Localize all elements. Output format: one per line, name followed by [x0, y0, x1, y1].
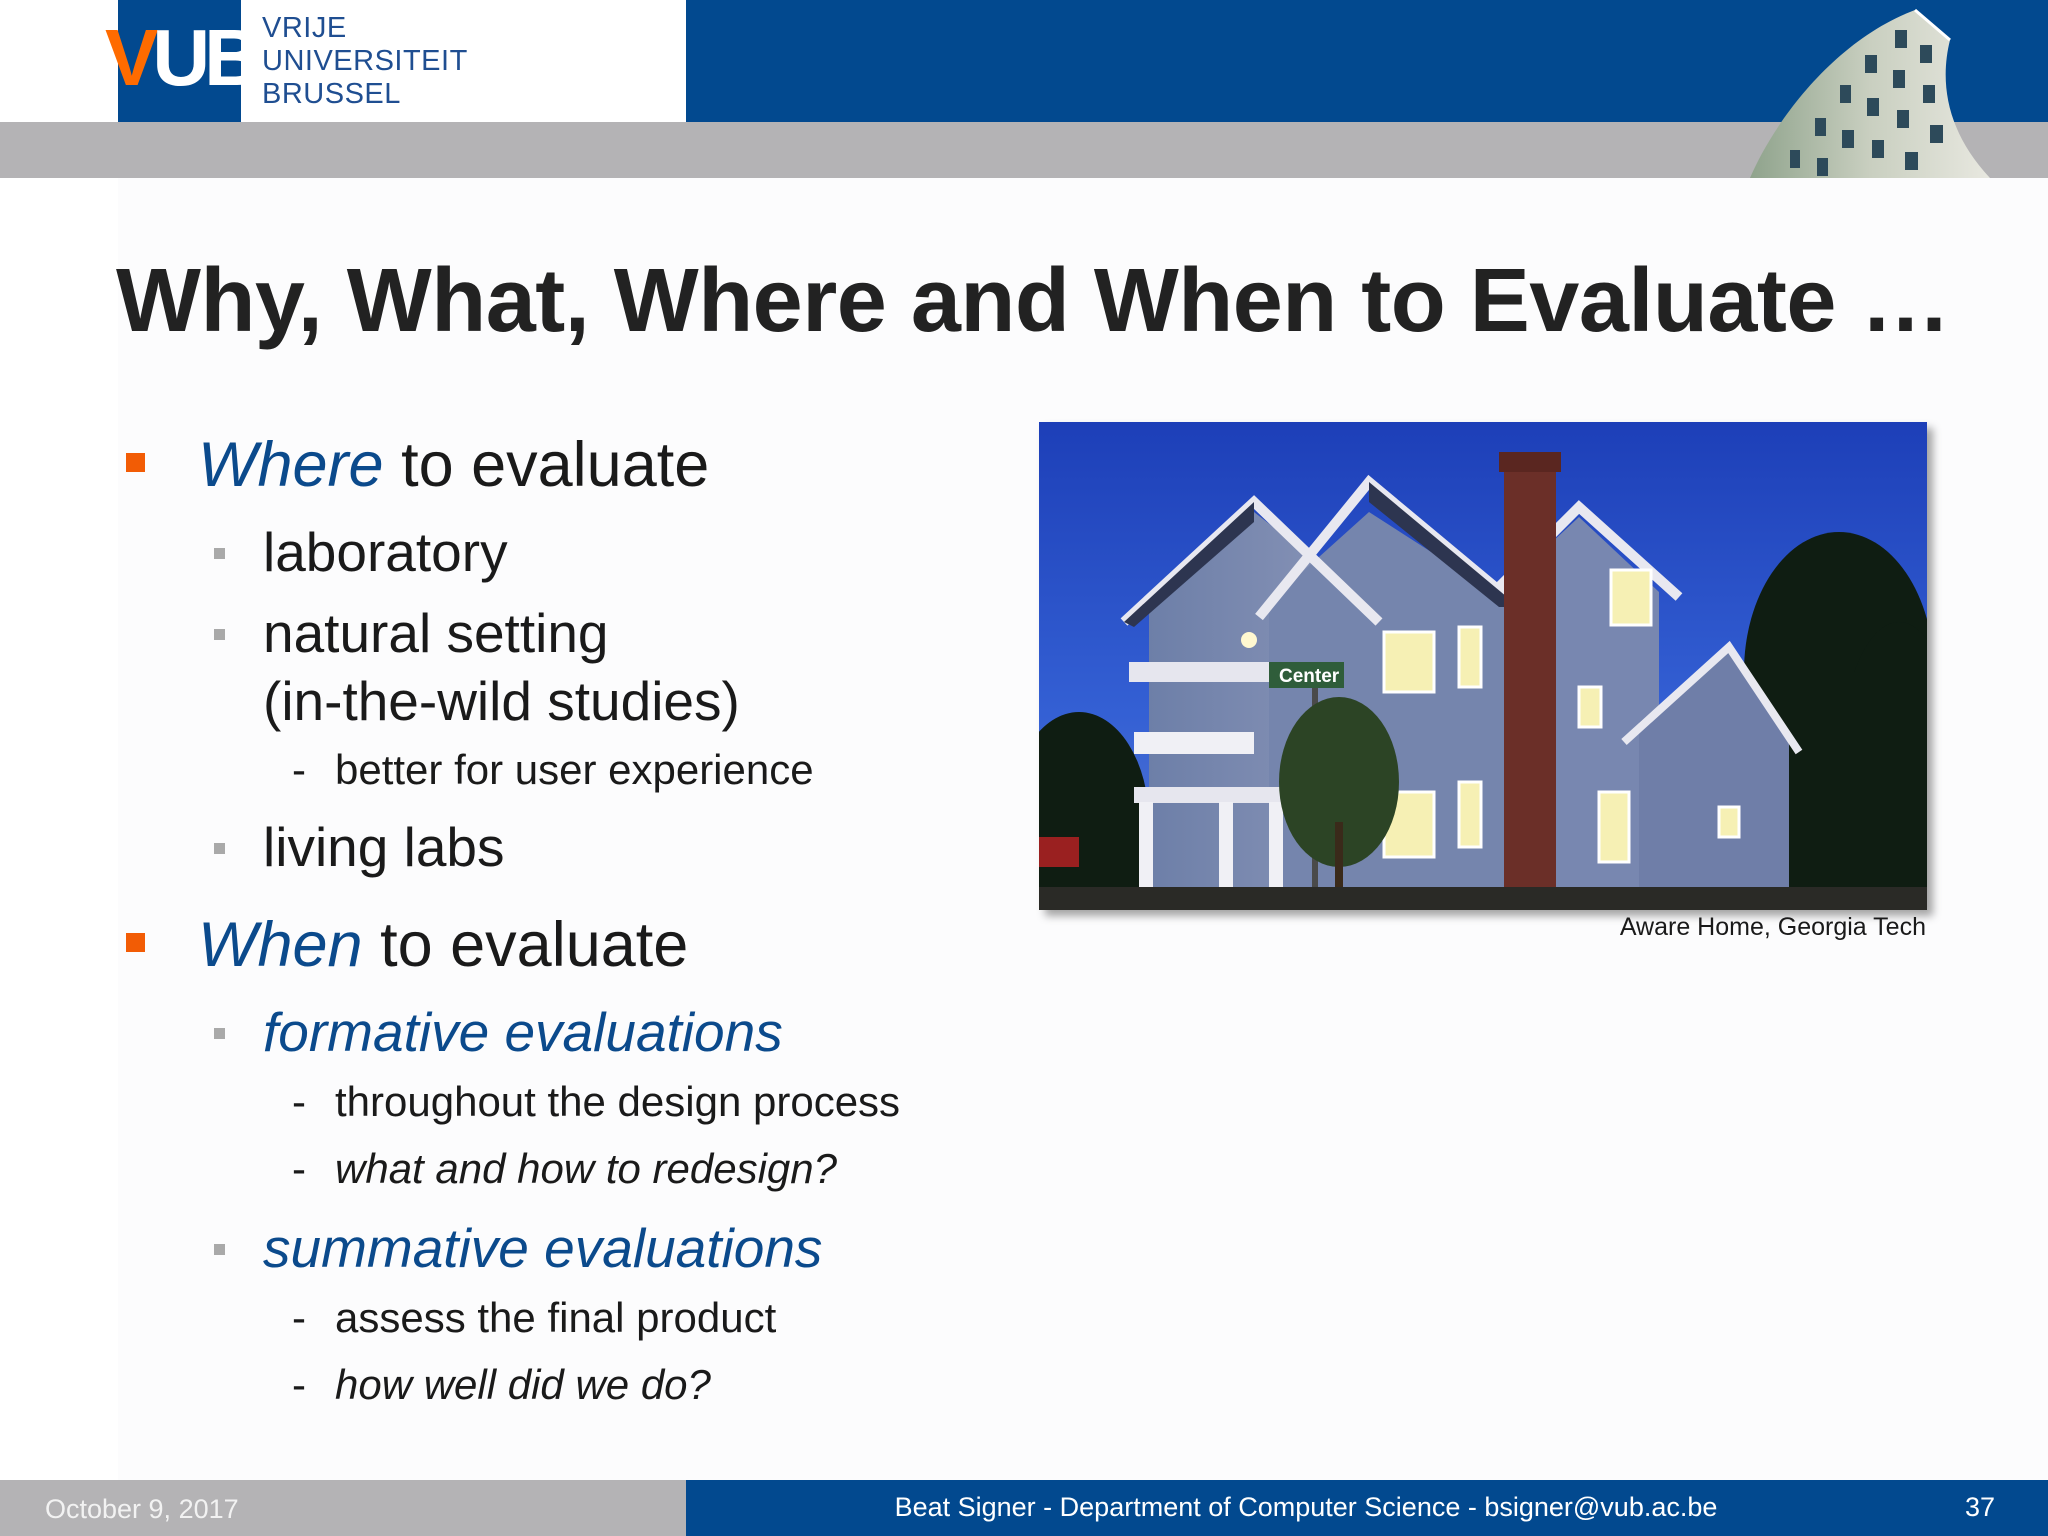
- heading-emphasis: When: [198, 910, 363, 980]
- university-name-line-2: UNIVERSITEIT: [262, 45, 468, 77]
- bullet-square-icon: [126, 933, 145, 952]
- list-item-formative: formative evaluations: [263, 1001, 783, 1063]
- page-number: 37: [1965, 1492, 1996, 1522]
- sub-item-ux: better for user experience: [335, 746, 814, 793]
- dash-marker: -: [292, 1294, 306, 1341]
- header-white-block: [0, 0, 118, 122]
- sub-item-final-product: assess the final product: [335, 1294, 777, 1341]
- dash-marker: -: [292, 1078, 306, 1125]
- list-item-summative: summative evaluations: [263, 1217, 823, 1279]
- list-item-natural-setting-line2: (in-the-wild studies): [263, 670, 740, 732]
- footer-author: Beat Signer - Department of Computer Science - bsigner@vub.ac.be: [894, 1492, 1718, 1522]
- footer-date: October 9, 2017: [45, 1494, 239, 1524]
- dash-marker: -: [292, 1145, 306, 1192]
- sub-bullet-icon: [214, 629, 225, 640]
- section-heading-where: [198, 429, 709, 501]
- bullet-square-icon: [126, 453, 145, 472]
- list-item-natural-setting: natural setting: [263, 602, 609, 664]
- section-heading-when: [198, 909, 688, 981]
- dash-marker: -: [292, 746, 306, 793]
- list-item-living-labs: living labs: [263, 816, 505, 878]
- university-name-line-1: VRIJE: [262, 12, 347, 44]
- sub-bullet-icon: [214, 548, 225, 559]
- sub-item-how-well: how well did we do?: [335, 1361, 711, 1408]
- heading-rest: to evaluate: [362, 910, 689, 980]
- list-item-laboratory: laboratory: [263, 521, 508, 583]
- image-caption: Aware Home, Georgia Tech: [1619, 913, 1926, 941]
- university-name-line-3: BRUSSEL: [262, 78, 401, 110]
- sub-item-design-process: throughout the design process: [335, 1078, 901, 1125]
- sub-bullet-icon: [214, 1028, 225, 1039]
- aware-home-photo: [1039, 422, 1927, 910]
- sub-bullet-icon: [214, 843, 225, 854]
- slide-title: Why, What, Where and When to Evaluate …: [116, 251, 1950, 351]
- logo-v-letter: V: [105, 13, 153, 102]
- university-name: [262, 12, 468, 111]
- logo-ub-letters: UB: [152, 13, 256, 102]
- dash-marker: -: [292, 1361, 306, 1408]
- heading-emphasis: Where: [198, 430, 384, 500]
- vub-logo: [105, 13, 256, 102]
- street-sign-text: Center: [1279, 666, 1340, 687]
- sub-item-redesign: what and how to redesign?: [335, 1145, 838, 1192]
- building-image: [1745, 0, 1995, 178]
- header-gray-band: [0, 122, 2048, 178]
- heading-rest: to evaluate: [383, 430, 710, 500]
- sub-bullet-icon: [214, 1244, 225, 1255]
